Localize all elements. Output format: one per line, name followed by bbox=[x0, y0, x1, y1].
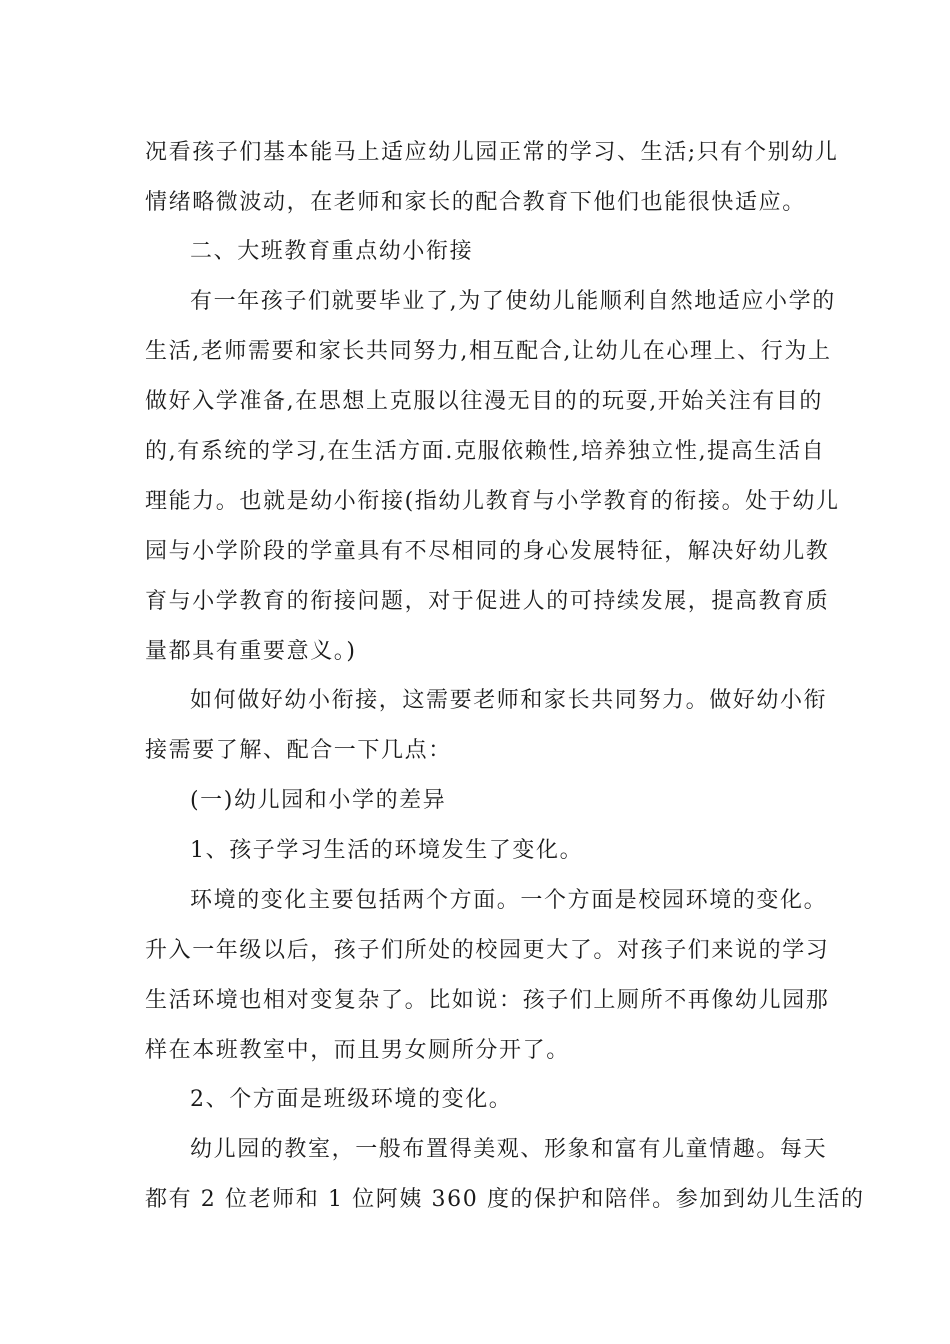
text-line: 生活,老师需要和家长共同努力,相互配合,让幼儿在心理上、行为上 bbox=[145, 339, 832, 364]
section-heading: 二、大班教育重点幼小衔接 bbox=[190, 239, 474, 264]
text-line: 如何做好幼小衔接，这需要老师和家长共同努力。做好幼小衔 bbox=[190, 688, 828, 713]
text-line: 生活环境也相对变复杂了。比如说：孩子们上厕所不再像幼儿园那 bbox=[145, 988, 830, 1013]
text-line: 育与小学教育的衔接问题，对于促进人的可持续发展，提高教育质 bbox=[145, 589, 830, 614]
list-item: 1、孩子学习生活的环境发生了变化。 bbox=[190, 838, 584, 863]
text-line: 园与小学阶段的学童具有不尽相同的身心发展特征，解决好幼儿教 bbox=[145, 539, 830, 564]
text-line: 量都具有重要意义。) bbox=[145, 639, 357, 664]
text-line: 环境的变化主要包括两个方面。一个方面是校园环境的变化。 bbox=[190, 888, 828, 913]
text-line: 理能力。也就是幼小衔接(指幼儿教育与小学教育的衔接。处于幼儿 bbox=[145, 489, 840, 514]
text-line: 都有 2 位老师和 1 位阿姨 360 度的保护和陪伴。参加到幼儿生活的 bbox=[145, 1187, 865, 1212]
text-line: 况看孩子们基本能马上适应幼儿园正常的学习、生活;只有个别幼儿 bbox=[145, 140, 839, 165]
text-line: 有一年孩子们就要毕业了,为了使幼儿能顺利自然地适应小学的 bbox=[190, 289, 836, 314]
text-line: 情绪略微波动，在老师和家长的配合教育下他们也能很快适应。 bbox=[145, 190, 806, 215]
text-line: 的,有系统的学习,在生活方面.克服依赖性,培养独立性,提高生活自 bbox=[145, 439, 826, 464]
text-line: 升入一年级以后，孩子们所处的校园更大了。对孩子们来说的学习 bbox=[145, 938, 830, 963]
text-line: 接需要了解、配合一下几点： bbox=[145, 738, 452, 763]
subsection-heading: (一)幼儿园和小学的差异 bbox=[190, 788, 447, 813]
list-item: 2、个方面是班级环境的变化。 bbox=[190, 1087, 513, 1112]
text-line: 样在本班教室中，而且男女厕所分开了。 bbox=[145, 1038, 570, 1063]
text-line: 做好入学准备,在思想上克服以往漫无目的的玩耍,开始关注有目的 bbox=[145, 389, 823, 414]
text-line: 幼儿园的教室，一般布置得美观、形象和富有儿童情趣。每天 bbox=[190, 1137, 828, 1162]
